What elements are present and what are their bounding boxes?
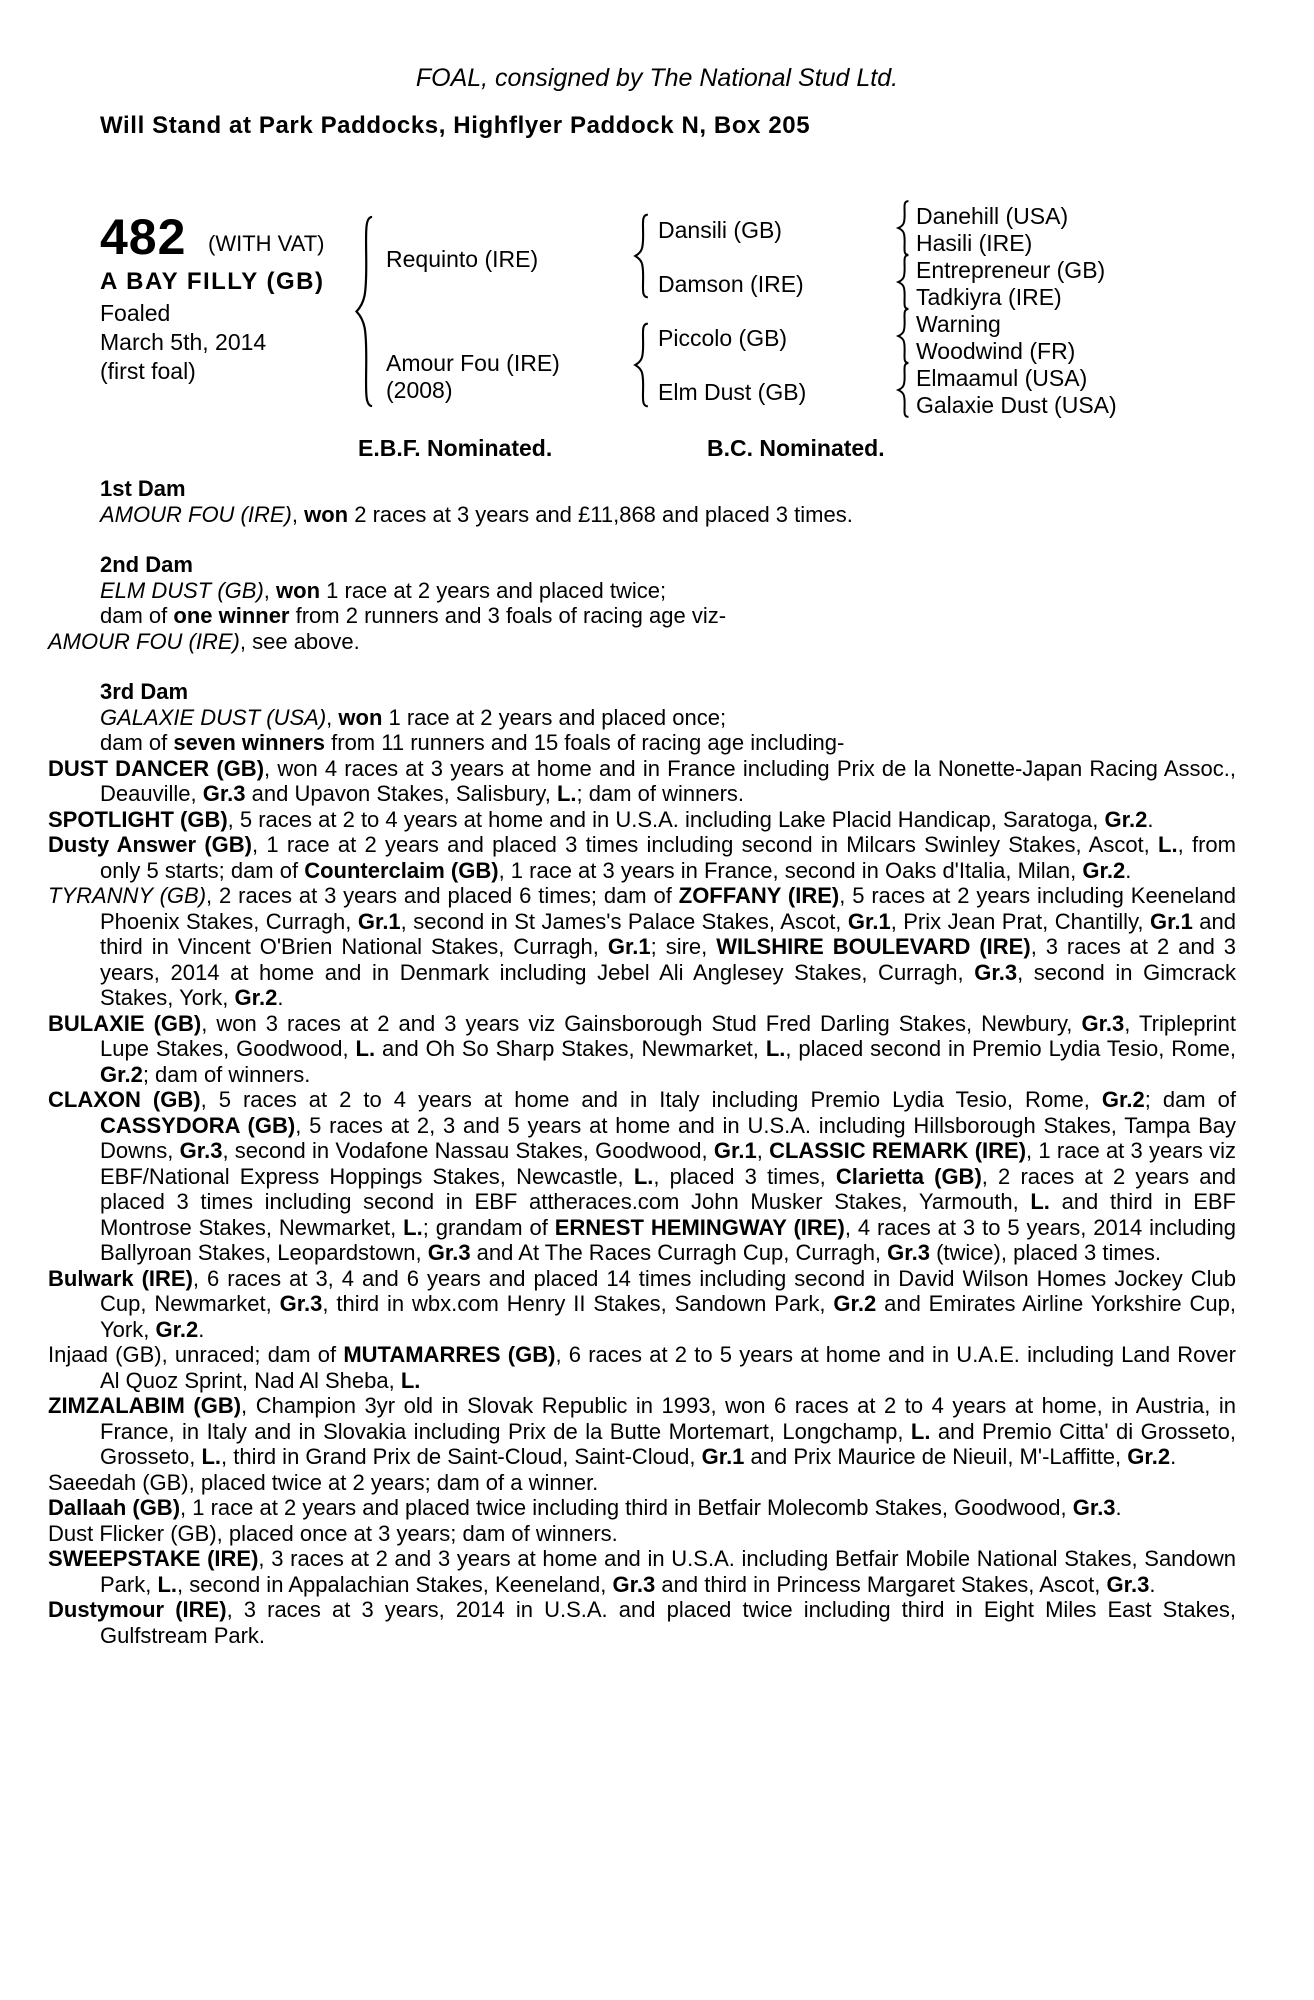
foaled-label: Foaled	[100, 300, 171, 326]
great-grandparent: Hasili (IRE)	[916, 230, 1033, 256]
pedigree-entry: Saeedah (GB), placed twice at 2 years; dam of a winner.	[48, 1469, 599, 1495]
section-heading: 1st Dam	[100, 476, 186, 501]
granddam-dam-side: Elm Dust (GB)	[658, 379, 807, 405]
pedigree-entry: dam of seven winners from 11 runners and 15 foals of racing age including-	[100, 730, 845, 755]
pedigree-brace-main	[350, 213, 376, 410]
great-grandparent: Entrepreneur (GB)	[916, 257, 1106, 283]
pedigree-entry: Dallaah (GB), 1 race at 2 years and placed twice including third in Betfair Molecomb Stakes, Goodwood, Gr.3.	[48, 1495, 1122, 1520]
pedigree-brace-ggp-4	[894, 362, 911, 418]
dam-year: (2008)	[386, 377, 453, 403]
pedigree-brace-dam	[630, 322, 651, 408]
pedigree-entry: TYRANNY (GB), 2 races at 3 years and placed 6 times; dam of ZOFFANY (IRE), 5 races at 2 years including Keeneland Phoenix Stakes, Curragh, Gr.1, second in St James's Palace Stakes, Ascot, Gr.1, Prix Jean Prat, Chantilly, Gr.1 and third in Vincent O'Brien National Stakes, Curragh, Gr.1; sire, WILSHIRE BOULEVARD (IRE), 3 races at 2 and 3 years, 2014 at home and in Denmark including Jebel Ali Anglesey Stakes, Curragh, Gr.3, second in Gimcrack Stakes, York, Gr.2.	[48, 883, 1236, 1010]
pedigree-entry: DUST DANCER (GB), won 4 races at 3 years at home and in France including Prix de la Nonette-Japan Racing Assoc., Deauville, Gr.3 and Upavon Stakes, Salisbury, L.; dam of winners.	[48, 755, 1236, 806]
pedigree-entry: CLAXON (GB), 5 races at 2 to 4 years at home and in Italy including Premio Lydia Tesio, Rome, Gr.2; dam of CASSYDORA (GB), 5 races at 2, 3 and 5 years at home and in U.S.A. including Hillsborough Stakes, Tampa Bay Downs, Gr.3, second in Vodafone Nassau Stakes, Goodwood, Gr.1, CLASSIC REMARK (IRE), 1 race at 3 years viz EBF/National Express Hoppings Stakes, Newcastle, L., placed 3 times, Clarietta (GB), 2 races at 2 years and placed 3 times including second in EBF attheraces.com John Musker Stakes, Yarmouth, L. and third in EBF Montrose Stakes, Newmarket, L.; grandam of ERNEST HEMINGWAY (IRE), 4 races at 3 to 5 years, 2014 including Ballyroan Stakes, Leopardstown, Gr.3 and At The Races Curragh Cup, Curragh, Gr.3 (twice), placed 3 times.	[48, 1087, 1237, 1265]
pedigree-entry: SWEEPSTAKE (IRE), 3 races at 2 and 3 years at home and in U.S.A. including Betfair Mobile National Stakes, Sandown Park, L., second in Appalachian Stakes, Keeneland, Gr.3 and third in Princess Margaret Stakes, Ascot, Gr.3.	[48, 1546, 1237, 1597]
ebf-nomination: E.B.F. Nominated.	[358, 435, 553, 461]
dam-section-2	[48, 552, 1236, 654]
great-grandparent: Warning	[916, 311, 1001, 337]
pedigree-brace-ggp-1	[894, 200, 911, 256]
pedigree-entry: Bulwark (IRE), 6 races at 3, 4 and 6 years and placed 14 times including second in David Wilson Homes Jockey Club Cup, Newmarket, Gr.3, third in wbx.com Henry II Stakes, Sandown Park, Gr.2 and Emirates Airline Yorkshire Cup, York, Gr.2.	[48, 1265, 1236, 1342]
vat-note: (WITH VAT)	[208, 231, 325, 256]
dam-name: Amour Fou (IRE)	[386, 350, 560, 376]
granddam-sire-side: Damson (IRE)	[658, 271, 804, 297]
foaled-date: March 5th, 2014	[100, 329, 267, 355]
pedigree-entry: AMOUR FOU (IRE), won 2 races at 3 years and £11,868 and placed 3 times.	[100, 501, 853, 527]
pedigree-entry: SPOTLIGHT (GB), 5 races at 2 to 4 years at home and in U.S.A. including Lake Placid Handicap, Saratoga, Gr.2.	[48, 806, 1154, 832]
pedigree-text-body	[48, 476, 1237, 1648]
grandsire-sire-side: Dansili (GB)	[658, 217, 782, 243]
bc-nomination: B.C. Nominated.	[707, 435, 885, 461]
first-foal-note: (first foal)	[100, 358, 196, 384]
dam-section-1	[100, 476, 1236, 527]
pedigree-brace-ggp-2	[894, 254, 911, 310]
pedigree-entry: Injaad (GB), unraced; dam of MUTAMARRES (GB), 6 races at 2 to 5 years at home and in U.A.E. including Land Rover Al Quoz Sprint, Nad Al Sheba, L.	[48, 1342, 1236, 1393]
pedigree-entry: GALAXIE DUST (USA), won 1 race at 2 years and placed once;	[100, 704, 727, 730]
pedigree-entry: Dust Flicker (GB), placed once at 3 years; dam of winners.	[48, 1520, 618, 1546]
pedigree-brace-ggp-3	[894, 308, 911, 364]
great-grandparent: Tadkiyra (IRE)	[916, 284, 1062, 310]
section-heading: 2nd Dam	[100, 552, 193, 577]
pedigree-entry: Dusty Answer (GB), 1 race at 2 years and placed 3 times including second in Milcars Swinley Stakes, Ascot, L., from only 5 starts; dam of Counterclaim (GB), 1 race at 3 years in France, second in Oaks d'Italia, Milan, Gr.2.	[48, 832, 1236, 883]
great-grandparent: Elmaamul (USA)	[916, 365, 1088, 391]
stand-location-line: Will Stand at Park Paddocks, Highflyer Paddock N, Box 205	[100, 112, 811, 139]
horse-description: A BAY FILLY (GB)	[100, 268, 325, 295]
consignment-title: FOAL, consigned by The National Stud Ltd.	[415, 64, 899, 92]
pedigree-entry: AMOUR FOU (IRE), see above.	[48, 628, 360, 654]
great-grandparent: Danehill (USA)	[916, 203, 1069, 229]
dam-section-3	[48, 679, 1237, 1648]
pedigree-entry: Dustymour (IRE), 3 races at 3 years, 2014 in U.S.A. and placed twice including third in Eight Miles East Stakes, Gulfstream Park.	[48, 1597, 1236, 1648]
pedigree-entry: ELM DUST (GB), won 1 race at 2 years and placed twice;	[100, 577, 667, 603]
lot-number: 482	[100, 209, 187, 265]
great-grandparent: Galaxie Dust (USA)	[916, 392, 1117, 418]
pedigree-entry: ZIMZALABIM (GB), Champion 3yr old in Slovak Republic in 1993, won 6 races at 2 to 4 years at home, in Austria, in France, in Italy and in Slovakia including Prix de la Butte Mortemart, Longchamp, L. and Premio Citta' di Grosseto, Grosseto, L., third in Grand Prix de Saint-Cloud, Saint-Cloud, Gr.1 and Prix Maurice de Nieuil, M'-Laffitte, Gr.2.	[48, 1393, 1236, 1469]
sire-name: Requinto (IRE)	[386, 246, 539, 272]
pedigree-entry: BULAXIE (GB), won 3 races at 2 and 3 years viz Gainsborough Stud Fred Darling Stakes, Newbury, Gr.3, Tripleprint Lupe Stakes, Goodwood, L. and Oh So Sharp Stakes, Newmarket, L., placed second in Premio Lydia Tesio, Rome, Gr.2; dam of winners.	[48, 1010, 1237, 1087]
pedigree-entry: dam of one winner from 2 runners and 3 foals of racing age viz-	[100, 603, 727, 628]
great-grandparent: Woodwind (FR)	[916, 338, 1076, 364]
grandsire-dam-side: Piccolo (GB)	[658, 325, 788, 351]
pedigree-brace-sire	[630, 213, 651, 299]
section-heading: 3rd Dam	[100, 679, 189, 704]
